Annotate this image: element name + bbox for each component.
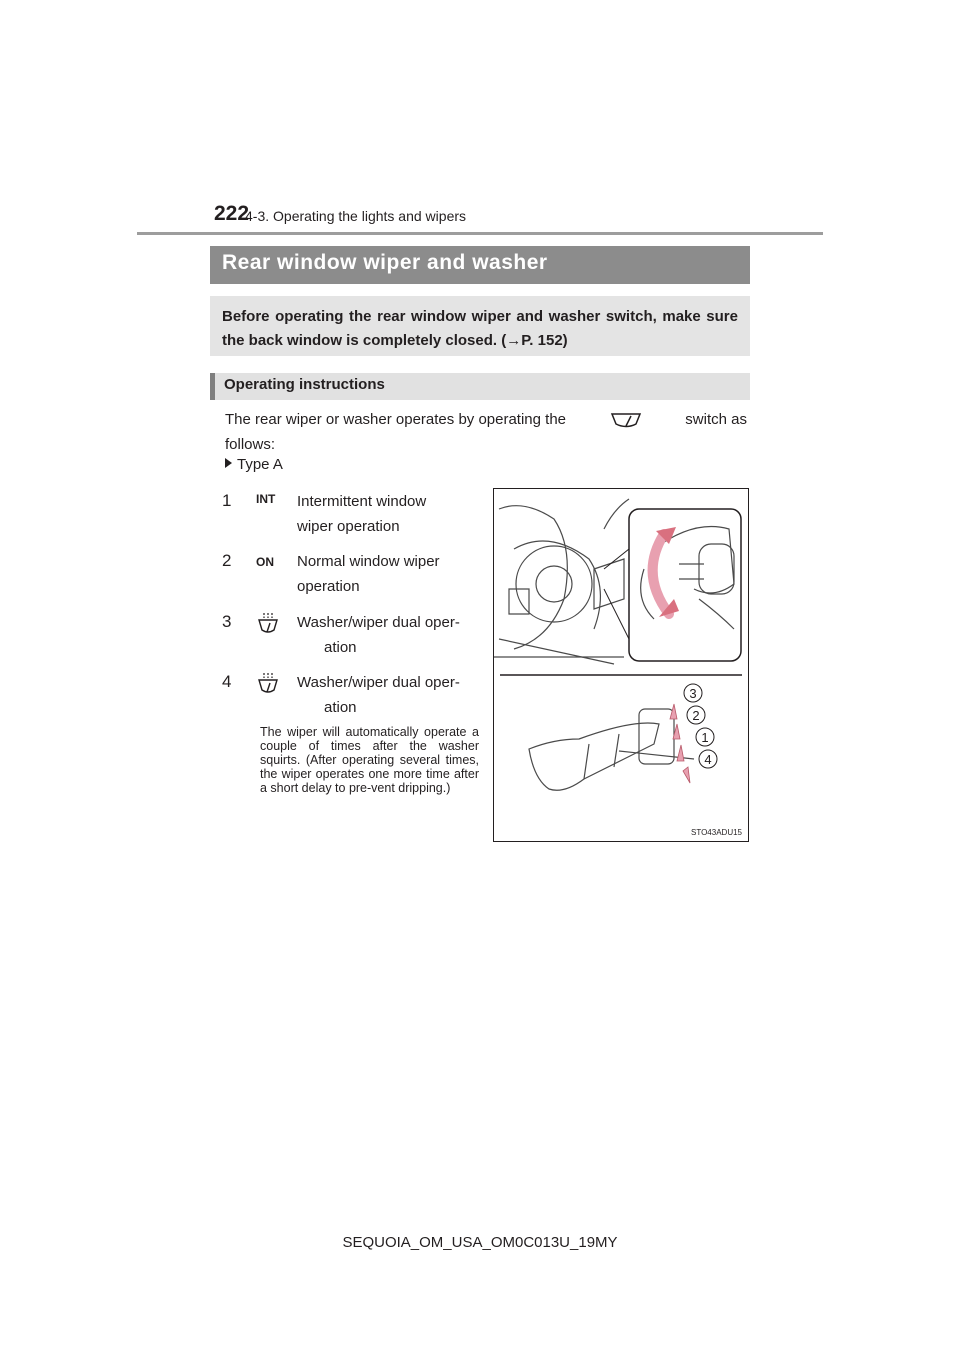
item-description-3 xyxy=(297,610,480,660)
subsection-accent xyxy=(210,373,215,400)
item-number-4: 4 xyxy=(222,672,232,691)
figure-callout-1: 1 xyxy=(701,730,709,745)
subsection-title-bar xyxy=(210,373,750,400)
item-1-line2: wiper operation xyxy=(297,518,400,535)
item-1-line1-text: Intermittent window xyxy=(297,493,427,510)
item-description-4 xyxy=(297,670,480,720)
section-title: Rear window wiper and washer xyxy=(222,251,548,274)
item-2-line2: operation xyxy=(297,578,360,595)
item-number-2: 2 xyxy=(222,551,232,570)
figure-callout-4: 4 xyxy=(704,752,712,767)
item-1-line1 xyxy=(297,489,480,514)
wiper-switch-illustration xyxy=(493,488,749,842)
item-label-int: INT xyxy=(256,492,276,506)
item-4-line1: Washer/wiper dual oper- xyxy=(297,674,460,691)
page-number: 222 xyxy=(214,202,250,225)
item-number-3: 3 xyxy=(222,612,232,631)
intro-text-1: The rear wiper or washer operates by operating the xyxy=(225,411,567,428)
washer-icon xyxy=(256,672,280,701)
type-label-text: Type A xyxy=(237,456,283,473)
item-4-note: The wiper will automatically operate a couple of times after the washer squirts. (After operating several times, the wiper operates one more time after a short delay to pre-vent dripping.) xyxy=(260,725,479,795)
type-label xyxy=(225,456,283,473)
intro-text-2: switch as xyxy=(685,411,747,428)
document-id: SEQUOIA_OM_USA_OM0C013U_19MY xyxy=(342,1234,618,1251)
intro-paragraph xyxy=(225,407,747,457)
figure-code: STO43ADU15 xyxy=(691,828,742,837)
figure-callout-3: 3 xyxy=(689,686,697,701)
section-note-box xyxy=(210,296,750,356)
item-4-line2: ation xyxy=(324,699,357,716)
illustration-drawing xyxy=(494,489,748,841)
chapter-title: 4-3. Operating the lights and wipers xyxy=(245,208,467,224)
header-rule xyxy=(137,232,823,235)
item-description-2 xyxy=(297,549,480,599)
bullet-arrow-icon xyxy=(225,458,232,468)
intro-text-3: follows: xyxy=(225,436,276,453)
subsection-title: Operating instructions xyxy=(224,376,385,393)
section-title-bar xyxy=(210,246,750,284)
figure-callout-2: 2 xyxy=(692,708,700,723)
item-3-line1: Washer/wiper dual oper- xyxy=(297,614,460,631)
section-note: Before operating the rear window wiper and washer switch, make sure the back window is completely closed. (→P. 152) xyxy=(222,308,738,349)
item-3-line2: ation xyxy=(324,639,357,656)
item-label-on: ON xyxy=(256,555,274,569)
item-description-1 xyxy=(297,489,480,539)
washer-icon xyxy=(256,612,280,641)
rear-wiper-switch-icon xyxy=(600,409,652,431)
item-2-line1: Normal window wiper xyxy=(297,553,440,570)
item-number-1: 1 xyxy=(222,491,232,510)
